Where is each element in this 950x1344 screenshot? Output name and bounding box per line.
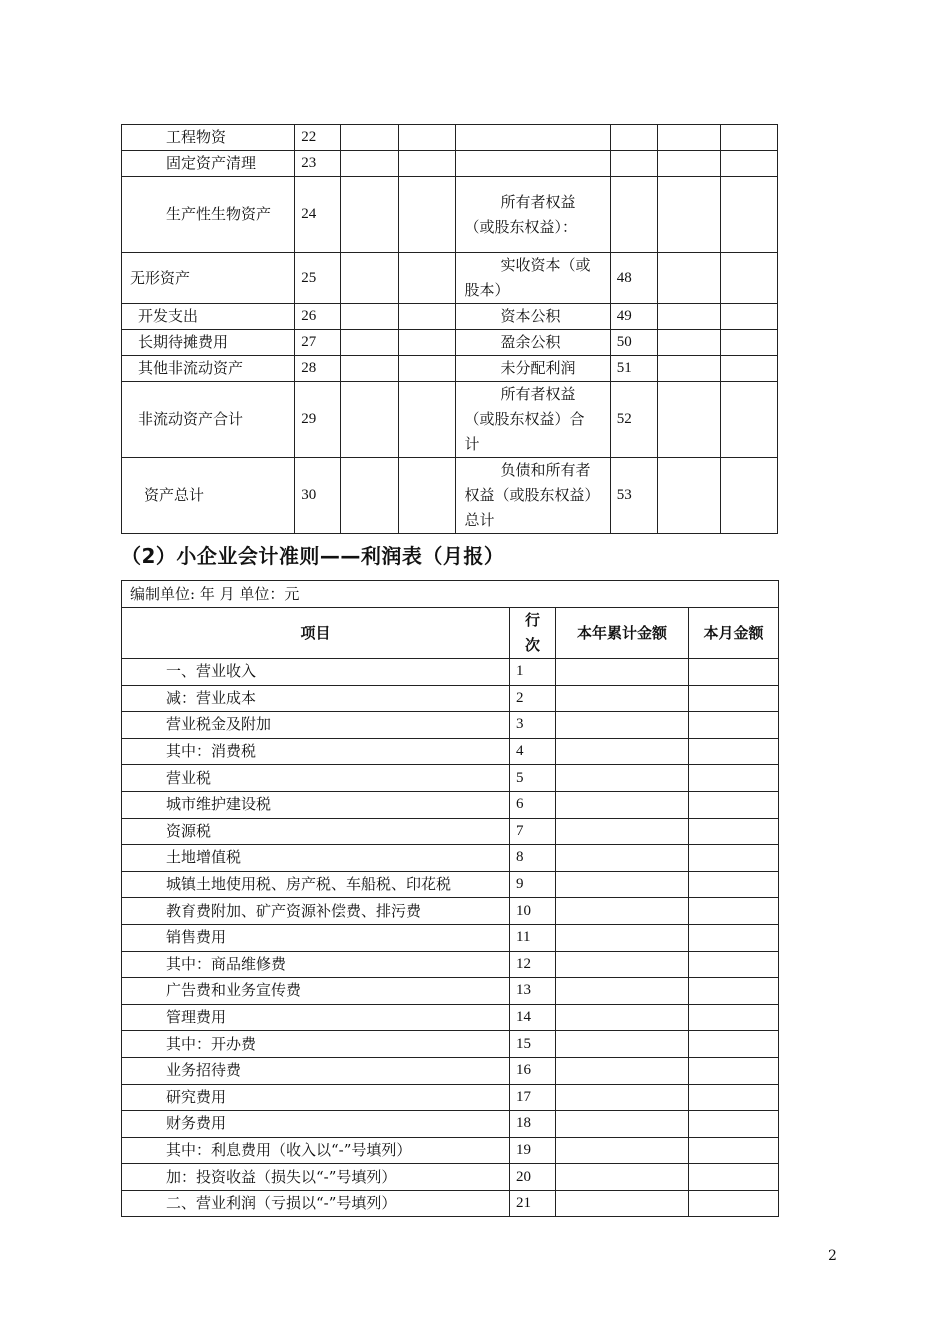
left-line: 29	[295, 382, 341, 458]
table-row	[122, 791, 779, 818]
row-line: 7	[510, 818, 556, 845]
row-month-amount	[689, 659, 779, 686]
row-month-amount	[689, 1164, 779, 1191]
row-ytd-amount	[556, 898, 689, 925]
table-row	[122, 1004, 779, 1031]
unit-line: 编制单位: 年 月 单位：元	[122, 581, 779, 608]
row-line: 13	[510, 978, 556, 1005]
row-line: 20	[510, 1164, 556, 1191]
right-line: 51	[610, 356, 657, 382]
income-statement-table	[121, 580, 779, 1217]
left-line: 28	[295, 356, 341, 382]
row-month-amount	[689, 738, 779, 765]
row-line: 5	[510, 765, 556, 792]
left-line: 24	[295, 177, 341, 253]
row-ytd-amount	[556, 1084, 689, 1111]
right-line: 49	[610, 304, 657, 330]
right-item	[456, 151, 610, 177]
row-line: 14	[510, 1004, 556, 1031]
left-item: 长期待摊费用	[122, 330, 295, 356]
header-item: 项目	[122, 608, 510, 659]
row-item: 管理费用	[122, 1004, 510, 1031]
table-row	[122, 1137, 779, 1164]
row-month-amount	[689, 818, 779, 845]
row-month-amount	[689, 791, 779, 818]
income-rows	[122, 659, 779, 1217]
row-item: 其中：消费税	[122, 738, 510, 765]
row-line: 18	[510, 1111, 556, 1138]
table-row	[122, 871, 779, 898]
left-line: 25	[295, 253, 341, 304]
right-line	[610, 151, 657, 177]
right-line: 48	[610, 253, 657, 304]
row-ytd-amount	[556, 685, 689, 712]
row-ytd-amount	[556, 845, 689, 872]
row-month-amount	[689, 951, 779, 978]
header-row	[122, 608, 779, 659]
row-item: 业务招待费	[122, 1057, 510, 1084]
table-row	[122, 738, 779, 765]
row-ytd-amount	[556, 924, 689, 951]
row-ytd-amount	[556, 659, 689, 686]
row-ytd-amount	[556, 1111, 689, 1138]
table-row	[122, 712, 779, 739]
row-item: 一、营业收入	[122, 659, 510, 686]
row-line: 12	[510, 951, 556, 978]
row-item: 营业税金及附加	[122, 712, 510, 739]
row-month-amount	[689, 845, 779, 872]
row-item: 城镇土地使用税、房产税、车船税、印花税	[122, 871, 510, 898]
header-line: 行次	[510, 608, 556, 659]
table-row	[122, 765, 779, 792]
row-item: 销售费用	[122, 924, 510, 951]
header-month: 本月金额	[689, 608, 779, 659]
row-line: 9	[510, 871, 556, 898]
row-ytd-amount	[556, 951, 689, 978]
row-ytd-amount	[556, 978, 689, 1005]
header-ytd: 本年累计金额	[556, 608, 689, 659]
right-item	[456, 125, 610, 151]
row-line: 2	[510, 685, 556, 712]
row-item: 广告费和业务宣传费	[122, 978, 510, 1005]
table-row	[122, 845, 779, 872]
row-month-amount	[689, 1057, 779, 1084]
row-line: 21	[510, 1190, 556, 1217]
row-ytd-amount	[556, 738, 689, 765]
table-row	[122, 151, 778, 177]
right-item: 资本公积	[456, 304, 610, 330]
table-row	[122, 1084, 779, 1111]
row-item: 教育费附加、矿产资源补偿费、排污费	[122, 898, 510, 925]
row-line: 16	[510, 1057, 556, 1084]
row-item: 其中：利息费用（收入以“-”号填列）	[122, 1137, 510, 1164]
left-item: 资产总计	[122, 458, 295, 534]
right-item: 负债和所有者权益（或股东权益）总计	[456, 458, 610, 534]
table-row	[122, 125, 778, 151]
balance-sheet-table	[121, 124, 778, 534]
row-ytd-amount	[556, 1137, 689, 1164]
table-row	[122, 685, 779, 712]
row-line: 1	[510, 659, 556, 686]
row-month-amount	[689, 1190, 779, 1217]
row-ytd-amount	[556, 871, 689, 898]
row-line: 8	[510, 845, 556, 872]
row-item: 资源税	[122, 818, 510, 845]
table-row	[122, 304, 778, 330]
left-item: 非流动资产合计	[122, 382, 295, 458]
left-item: 无形资产	[122, 253, 295, 304]
row-ytd-amount	[556, 1057, 689, 1084]
row-month-amount	[689, 712, 779, 739]
table-row	[122, 1164, 779, 1191]
row-line: 17	[510, 1084, 556, 1111]
row-line: 10	[510, 898, 556, 925]
row-line: 19	[510, 1137, 556, 1164]
right-line: 53	[610, 458, 657, 534]
right-item: 实收资本（或股本）	[456, 253, 610, 304]
left-item: 生产性生物资产	[122, 177, 295, 253]
row-item: 土地增值税	[122, 845, 510, 872]
row-line: 3	[510, 712, 556, 739]
row-line: 11	[510, 924, 556, 951]
row-item: 城市维护建设税	[122, 791, 510, 818]
table-row	[122, 1031, 779, 1058]
right-line	[610, 177, 657, 253]
right-line: 50	[610, 330, 657, 356]
row-month-amount	[689, 1004, 779, 1031]
row-month-amount	[689, 871, 779, 898]
right-item: 所有者权益（或股东权益）合计	[456, 382, 610, 458]
table-row	[122, 253, 778, 304]
row-ytd-amount	[556, 1031, 689, 1058]
table-row	[122, 659, 779, 686]
row-item: 研究费用	[122, 1084, 510, 1111]
row-item: 其中：商品维修费	[122, 951, 510, 978]
left-line: 22	[295, 125, 341, 151]
left-line: 30	[295, 458, 341, 534]
row-item: 二、营业利润（亏损以“-”号填列）	[122, 1190, 510, 1217]
row-month-amount	[689, 924, 779, 951]
table-row	[122, 818, 779, 845]
row-item: 营业税	[122, 765, 510, 792]
row-item: 加：投资收益（损失以“-”号填列）	[122, 1164, 510, 1191]
table-row	[122, 924, 779, 951]
row-month-amount	[689, 978, 779, 1005]
table-row	[122, 951, 779, 978]
table-row	[122, 177, 778, 253]
right-item: 所有者权益（或股东权益）：	[456, 177, 610, 253]
row-ytd-amount	[556, 765, 689, 792]
row-month-amount	[689, 1031, 779, 1058]
section-title: （2）小企业会计准则——利润表（月报）	[121, 544, 505, 568]
row-line: 6	[510, 791, 556, 818]
row-ytd-amount	[556, 791, 689, 818]
right-line: 52	[610, 382, 657, 458]
row-month-amount	[689, 1084, 779, 1111]
row-item: 财务费用	[122, 1111, 510, 1138]
left-line: 26	[295, 304, 341, 330]
table-row	[122, 898, 779, 925]
row-line: 4	[510, 738, 556, 765]
row-line: 15	[510, 1031, 556, 1058]
row-month-amount	[689, 898, 779, 925]
row-month-amount	[689, 685, 779, 712]
row-item: 减：营业成本	[122, 685, 510, 712]
left-item: 其他非流动资产	[122, 356, 295, 382]
page-number: 2	[828, 1248, 837, 1264]
row-month-amount	[689, 1137, 779, 1164]
table-row	[122, 1111, 779, 1138]
row-ytd-amount	[556, 712, 689, 739]
row-ytd-amount	[556, 1004, 689, 1031]
row-month-amount	[689, 1111, 779, 1138]
table-row	[122, 1190, 779, 1217]
row-ytd-amount	[556, 1190, 689, 1217]
left-line: 27	[295, 330, 341, 356]
table-row	[122, 1057, 779, 1084]
table-row	[122, 978, 779, 1005]
right-item: 盈余公积	[456, 330, 610, 356]
row-item: 其中：开办费	[122, 1031, 510, 1058]
row-month-amount	[689, 765, 779, 792]
row-ytd-amount	[556, 818, 689, 845]
left-line: 23	[295, 151, 341, 177]
left-item: 工程物资	[122, 125, 295, 151]
table-row	[122, 356, 778, 382]
table-row	[122, 458, 778, 534]
right-line	[610, 125, 657, 151]
table-row	[122, 330, 778, 356]
left-item: 开发支出	[122, 304, 295, 330]
left-item: 固定资产清理	[122, 151, 295, 177]
row-ytd-amount	[556, 1164, 689, 1191]
right-item: 未分配利润	[456, 356, 610, 382]
table-row	[122, 382, 778, 458]
unit-row	[122, 581, 779, 608]
